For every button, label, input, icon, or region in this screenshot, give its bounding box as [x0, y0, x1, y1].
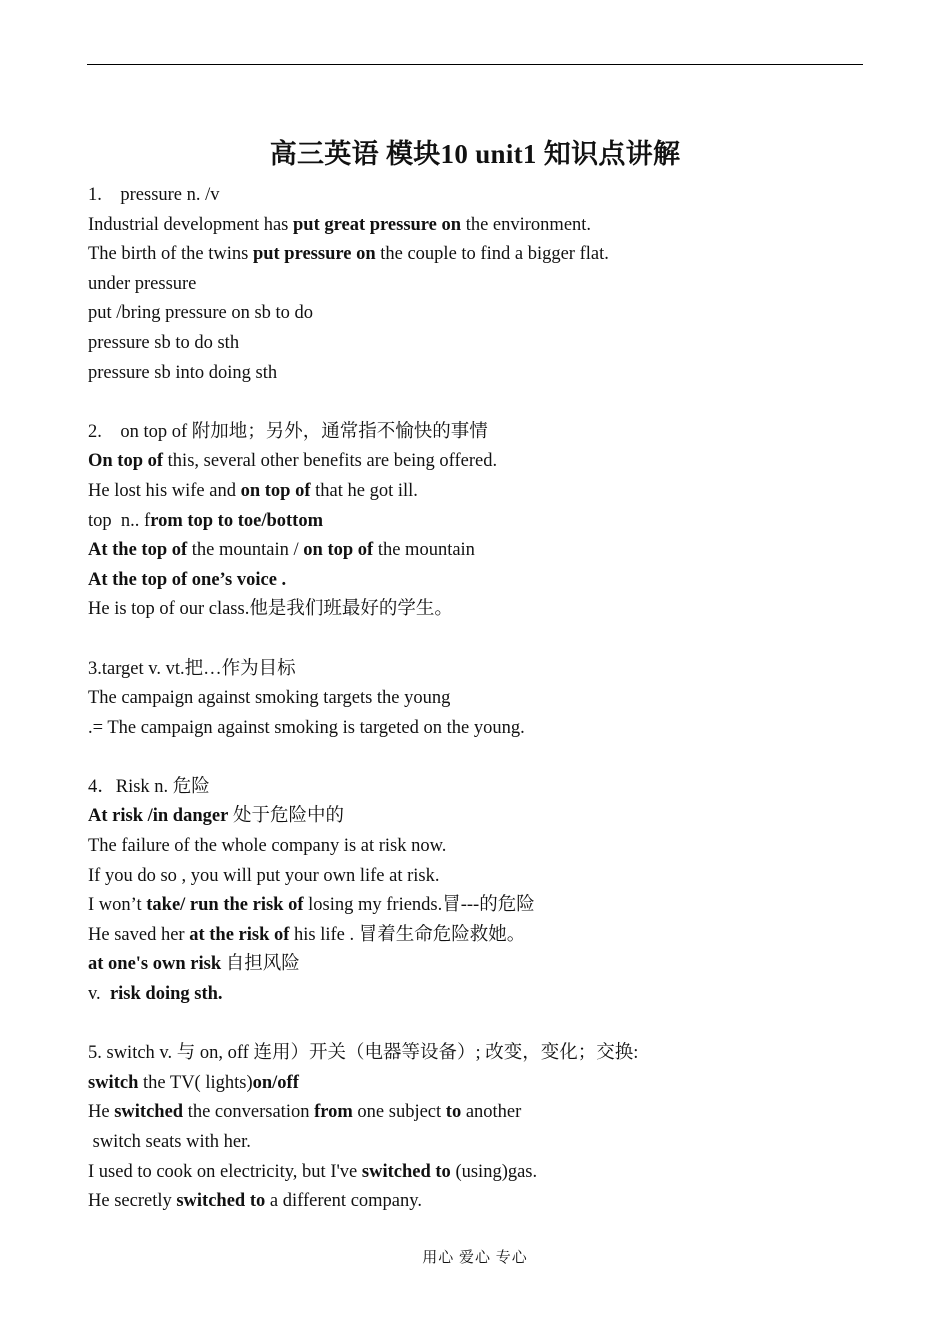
text-line	[88, 802, 858, 832]
bold-phrase: At risk /in danger	[88, 806, 229, 827]
text-line	[88, 181, 858, 211]
text-line	[88, 891, 858, 921]
text-run: put /bring pressure on sb to do	[88, 303, 314, 324]
blank-line	[88, 388, 858, 418]
bold-phrase: take/ run the risk of	[146, 895, 304, 916]
text-line	[88, 950, 858, 980]
text-line	[88, 1098, 858, 1128]
text-run: 1. pressure n. /v	[88, 185, 220, 205]
text-run: 2. on top of 附加地；另外，通常指不愉快的事情	[88, 421, 488, 442]
text-line	[88, 1158, 858, 1188]
blank-line	[88, 1010, 858, 1040]
text-run: He	[88, 1102, 115, 1123]
text-line	[88, 270, 858, 300]
text-run: 4．Risk n. 危险	[88, 776, 210, 797]
text-run: 处于危险中的	[228, 806, 344, 827]
text-run: He lost his wife and	[88, 480, 241, 501]
text-run: the mountain /	[187, 540, 304, 561]
text-run: The campaign against smoking targets the young	[88, 688, 451, 709]
text-line	[88, 980, 858, 1010]
bold-phrase: risk doing sth.	[109, 984, 223, 1005]
bold-phrase: on top of	[240, 480, 311, 501]
blank-line	[88, 743, 858, 773]
page-footer: 用心 爱心 专心	[422, 1250, 528, 1266]
text-line	[88, 329, 858, 359]
text-run: I won’t	[88, 895, 147, 916]
text-run: If you do so , you will put your own life at risk.	[88, 865, 440, 886]
bold-phrase: on/off	[252, 1072, 299, 1093]
text-line	[88, 566, 858, 596]
bold-phrase: At the top of one’s voice .	[88, 569, 287, 590]
text-run: the environment.	[461, 214, 592, 235]
text-run: his life . 冒着生命危险救她。	[289, 924, 526, 945]
text-run: under pressure	[88, 273, 197, 294]
text-line	[88, 684, 858, 714]
text-run: The failure of the whole company is at risk now.	[88, 836, 447, 857]
text-run: He secretly	[88, 1191, 177, 1212]
text-run: a different company.	[265, 1191, 422, 1212]
bold-phrase: on top of	[303, 540, 374, 561]
text-line	[88, 1187, 858, 1217]
text-line	[88, 447, 858, 477]
text-run: 自担风险	[221, 954, 300, 975]
header-rule	[87, 64, 863, 65]
bold-phrase: At the top of	[88, 540, 188, 561]
document-title: 高三英语 模块10 unit1 知识点讲解	[269, 139, 681, 169]
text-run: 3.target v. vt.把…作为目标	[88, 658, 296, 679]
text-line	[88, 773, 858, 803]
bold-phrase: switch	[88, 1072, 139, 1093]
text-run: The birth of the twins	[88, 244, 253, 265]
bold-phrase: On top of	[88, 451, 164, 472]
text-line	[88, 477, 858, 507]
text-run: another	[461, 1102, 522, 1123]
bold-phrase: from	[314, 1102, 353, 1123]
text-run: top n.. f	[88, 510, 151, 531]
text-line	[88, 595, 858, 625]
text-line	[88, 299, 858, 329]
text-line	[88, 1039, 858, 1069]
bold-phrase: rom top to toe/bottom	[150, 510, 323, 531]
text-run: He is top of our class.他是我们班最好的学生。	[88, 599, 453, 620]
text-run: the mountain	[373, 540, 475, 561]
text-run: Industrial development has	[88, 214, 293, 235]
bold-phrase: put great pressure on	[293, 214, 462, 235]
text-run: losing my friends.冒---的危险	[303, 895, 535, 916]
text-run: pressure sb to do sth	[88, 332, 240, 353]
text-run: pressure sb into doing sth	[88, 362, 278, 383]
text-line	[88, 536, 858, 566]
bold-phrase: switched to	[176, 1191, 266, 1212]
bold-phrase: put pressure on	[252, 244, 376, 265]
text-run: He saved her	[88, 924, 190, 945]
text-run: this, several other benefits are being offered.	[163, 451, 498, 472]
text-line	[88, 240, 858, 270]
text-run: the couple to find a bigger flat.	[375, 244, 609, 265]
blank-line	[88, 625, 858, 655]
text-line	[88, 714, 858, 744]
text-run: the TV( lights)	[138, 1072, 253, 1093]
text-line	[88, 211, 858, 241]
bold-phrase: switched to	[361, 1161, 451, 1182]
bold-phrase: switched	[114, 1102, 184, 1123]
text-run: switch seats with her.	[88, 1132, 251, 1152]
text-line	[88, 655, 858, 685]
text-line	[88, 921, 858, 951]
document-body	[88, 181, 858, 1217]
text-line	[88, 832, 858, 862]
text-line	[88, 1128, 858, 1158]
text-run: .= The campaign against smoking is targeted on the young.	[88, 717, 525, 738]
bold-phrase: to	[445, 1102, 462, 1123]
text-run: 5. switch v. 与 on, off 连用）开关（电器等设备）; 改变，变化；交换:	[88, 1043, 639, 1064]
bold-phrase: at one's own risk	[88, 954, 222, 975]
text-line	[88, 1069, 858, 1099]
text-line	[88, 359, 858, 389]
text-run: (using)gas.	[450, 1161, 538, 1182]
text-run: the conversation	[183, 1102, 315, 1123]
text-run: that he got ill.	[310, 480, 418, 501]
text-line	[88, 507, 858, 537]
bold-phrase: at the risk of	[189, 924, 290, 945]
text-run: one subject	[352, 1102, 446, 1123]
text-line	[88, 418, 858, 448]
text-run: v.	[88, 984, 110, 1005]
text-run: I used to cook on electricity, but I've	[88, 1161, 362, 1182]
text-line	[88, 862, 858, 892]
